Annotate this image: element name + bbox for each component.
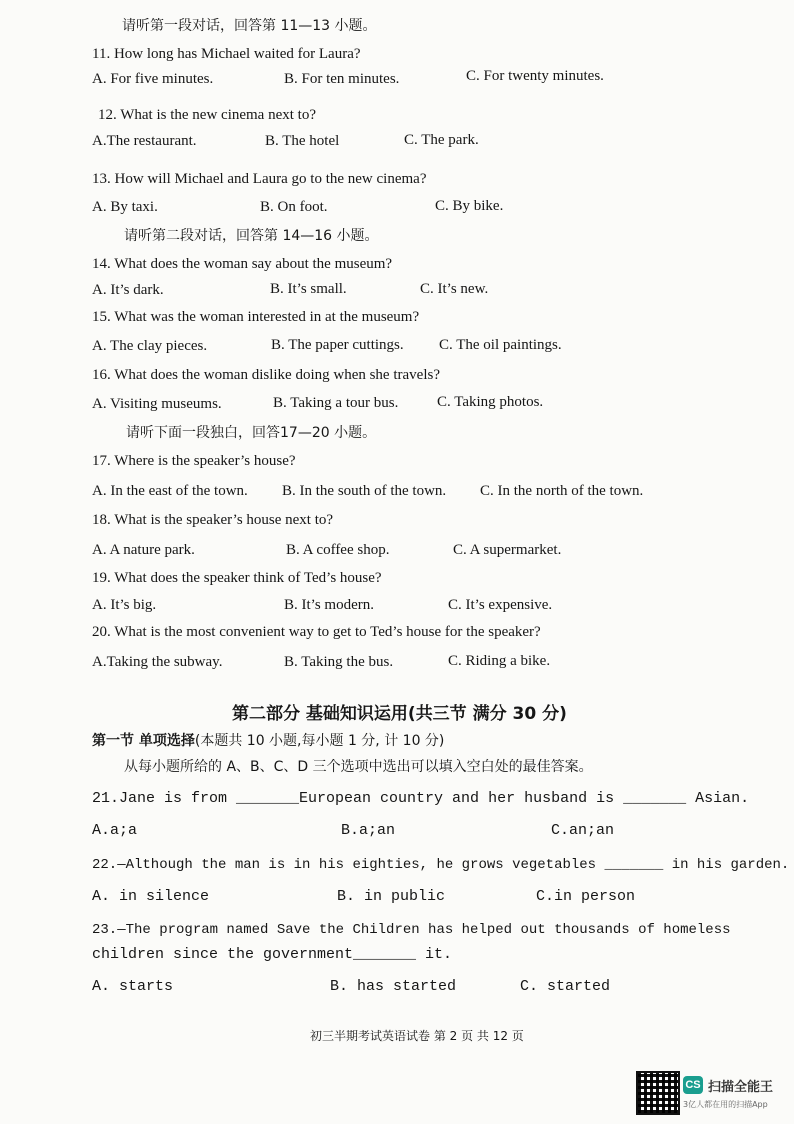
q19-option-a: A. It’s big. <box>92 597 157 613</box>
q18-option-c: C. A supermarket. <box>453 542 562 558</box>
q18-option-a: A. A nature park. <box>92 542 195 558</box>
q21-option-a: A.a;a <box>92 822 138 839</box>
q14-option-a: A. It’s dark. <box>92 282 164 298</box>
q15-option-c: C. The oil paintings. <box>439 337 562 353</box>
part2-title: 第二部分 基础知识运用(共三节 满分 30 分) <box>232 704 567 724</box>
question-18: 18. What is the speaker’s house next to? <box>92 512 334 528</box>
qr-code-icon <box>636 1071 680 1115</box>
section1-instruction: 请听第一段对话，回答第 11—13 小题。 <box>122 18 377 34</box>
q20-option-a: A.Taking the subway. <box>92 654 223 670</box>
question-11: 11. How long has Michael waited for Laura? <box>92 46 361 62</box>
question-23-line1: 23.—The program named Save the Children has helped out thousands of homeless <box>92 922 731 938</box>
q12-option-c: C. The park. <box>404 132 479 148</box>
question-16: 16. What does the woman dislike doing when she travels? <box>92 367 440 383</box>
camscanner-logo: CS <box>683 1076 703 1094</box>
q15-option-a: A. The clay pieces. <box>92 338 208 354</box>
q23-option-b: B. has started <box>330 978 457 995</box>
q17-option-b: B. In the south of the town. <box>282 483 447 499</box>
scanner-tagline: 3亿人都在用的扫描App <box>683 1100 768 1109</box>
question-21: 21.Jane is from _______European country and her husband is _______ Asian. <box>92 790 750 807</box>
q14-option-c: C. It’s new. <box>420 281 489 297</box>
question-22: 22.—Although the man is in his eighties, he grows vegetables _______ in his garden. <box>92 857 790 873</box>
q13-option-a: A. By taxi. <box>92 199 158 215</box>
question-12: 12. What is the new cinema next to? <box>98 107 316 123</box>
page-footer: 初三半期考试英语试卷 第 2 页 共 12 页 <box>310 1029 524 1043</box>
scanner-app-name: 扫描全能王 <box>708 1080 774 1095</box>
question-14: 14. What does the woman say about the museum? <box>92 256 393 272</box>
question-17: 17. Where is the speaker’s house? <box>92 453 296 469</box>
q16-option-b: B. Taking a tour bus. <box>273 395 399 411</box>
q16-option-c: C. Taking photos. <box>437 394 544 410</box>
q21-option-b: B.a;an <box>341 822 396 839</box>
q20-option-c: C. Riding a bike. <box>448 653 551 669</box>
part2-section1-label: 第一节 单项选择 <box>92 733 195 749</box>
q17-option-c: C. In the north of the town. <box>480 483 644 499</box>
q11-option-a: A. For five minutes. <box>92 71 214 87</box>
q11-option-c: C. For twenty minutes. <box>466 68 604 84</box>
q13-option-b: B. On foot. <box>260 199 328 215</box>
q22-option-a: A. in silence <box>92 888 210 905</box>
q22-option-c: C.in person <box>536 888 636 905</box>
q20-option-b: B. Taking the bus. <box>284 654 394 670</box>
question-15: 15. What was the woman interested in at the museum? <box>92 309 420 325</box>
question-20: 20. What is the most convenient way to get to Ted’s house for the speaker? <box>92 624 541 640</box>
section3-instruction: 请听下面一段独白，回答17—20 小题。 <box>126 425 377 441</box>
q23-option-c: C. started <box>520 978 611 995</box>
q14-option-b: B. It’s small. <box>270 281 347 297</box>
q12-option-b: B. The hotel <box>265 133 340 149</box>
q15-option-b: B. The paper cuttings. <box>271 337 404 353</box>
part2-section1-note: (本题共 10 小题,每小题 1 分, 计 10 分) <box>194 733 445 749</box>
question-23-line2: children since the government_______ it. <box>92 946 453 963</box>
q18-option-b: B. A coffee shop. <box>286 542 390 558</box>
q16-option-a: A. Visiting museums. <box>92 396 222 412</box>
part2-instruction: 从每小题所给的 A、B、C、D 三个选项中选出可以填入空白处的最佳答案。 <box>124 759 593 775</box>
q13-option-c: C. By bike. <box>435 198 504 214</box>
q21-option-c: C.an;an <box>551 822 615 839</box>
question-19: 19. What does the speaker think of Ted’s house? <box>92 570 382 586</box>
q19-option-c: C. It’s expensive. <box>448 597 553 613</box>
q19-option-b: B. It’s modern. <box>284 597 374 613</box>
question-13: 13. How will Michael and Laura go to the new cinema? <box>92 171 427 187</box>
q22-option-b: B. in public <box>337 888 446 905</box>
q23-option-a: A. starts <box>92 978 174 995</box>
q11-option-b: B. For ten minutes. <box>284 71 400 87</box>
q12-option-a: A.The restaurant. <box>92 133 197 149</box>
section2-instruction: 请听第二段对话，回答第 14—16 小题。 <box>124 228 379 244</box>
q17-option-a: A. In the east of the town. <box>92 483 248 499</box>
